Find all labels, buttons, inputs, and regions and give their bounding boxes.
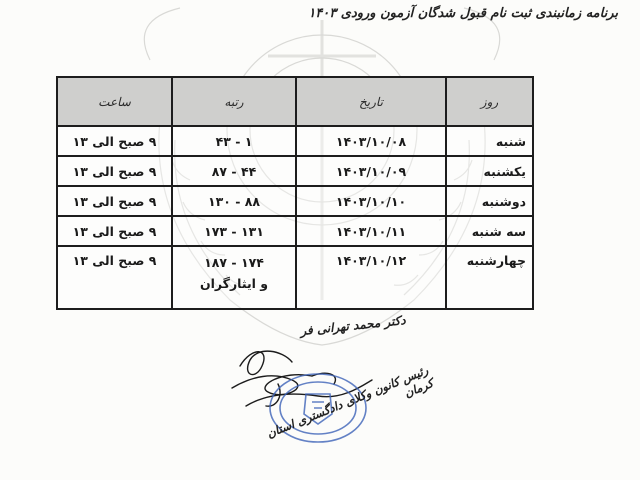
- cell-time: ۹ صبح الی ۱۳: [57, 156, 172, 186]
- table-header-row: [57, 77, 533, 126]
- cell-rank: ۸۸ - ۱۳۰: [172, 186, 296, 216]
- cell-day: چهارشنبه: [446, 246, 533, 309]
- cell-date: ۱۴۰۳/۱۰/۰۹: [296, 156, 446, 186]
- registration-schedule-table: [56, 76, 534, 310]
- cell-time: ۹ صبح الی ۱۳: [57, 186, 172, 216]
- table-row: [57, 186, 533, 216]
- cell-day: شنبه: [446, 126, 533, 156]
- cell-date: ۱۴۰۳/۱۰/۱۲: [296, 246, 446, 309]
- table-row: [57, 246, 533, 309]
- header-time: ساعت: [57, 77, 172, 126]
- document-title: برنامه زمانبندی ثبت نام قبول شدگان آزمون ورودی ۱۴۰۳: [308, 6, 618, 21]
- table-row: [57, 126, 533, 156]
- cell-date: ۱۴۰۳/۱۰/۱۱: [296, 216, 446, 246]
- cell-rank: ۱ - ۴۳: [172, 126, 296, 156]
- cell-time: ۹ صبح الی ۱۳: [57, 126, 172, 156]
- cell-date: ۱۴۰۳/۱۰/۰۸: [296, 126, 446, 156]
- cell-rank: [172, 246, 296, 309]
- signer-name: دکتر محمد تهرانی فر: [299, 313, 407, 339]
- header-rank: رتبه: [172, 77, 296, 126]
- header-day: روز: [446, 77, 533, 126]
- cell-time: ۹ صبح الی ۱۳: [57, 246, 172, 309]
- cell-rank: ۱۳۱ - ۱۷۳: [172, 216, 296, 246]
- signer-title: رئیس کانون وکلای دادگستری استان کرمان: [264, 363, 436, 441]
- cell-time: ۹ صبح الی ۱۳: [57, 216, 172, 246]
- cell-day: دوشنبه: [446, 186, 533, 216]
- cell-rank-range: ۱۷۴ - ۱۸۷: [204, 255, 264, 270]
- cell-rank-note: و ایثارگران: [199, 276, 269, 291]
- cell-rank: ۴۴ - ۸۷: [172, 156, 296, 186]
- cell-day: سه شنبه: [446, 216, 533, 246]
- cell-date: ۱۴۰۳/۱۰/۱۰: [296, 186, 446, 216]
- table-row: [57, 156, 533, 186]
- header-date: تاریخ: [296, 77, 446, 126]
- cell-day: یکشنبه: [446, 156, 533, 186]
- table-row: [57, 216, 533, 246]
